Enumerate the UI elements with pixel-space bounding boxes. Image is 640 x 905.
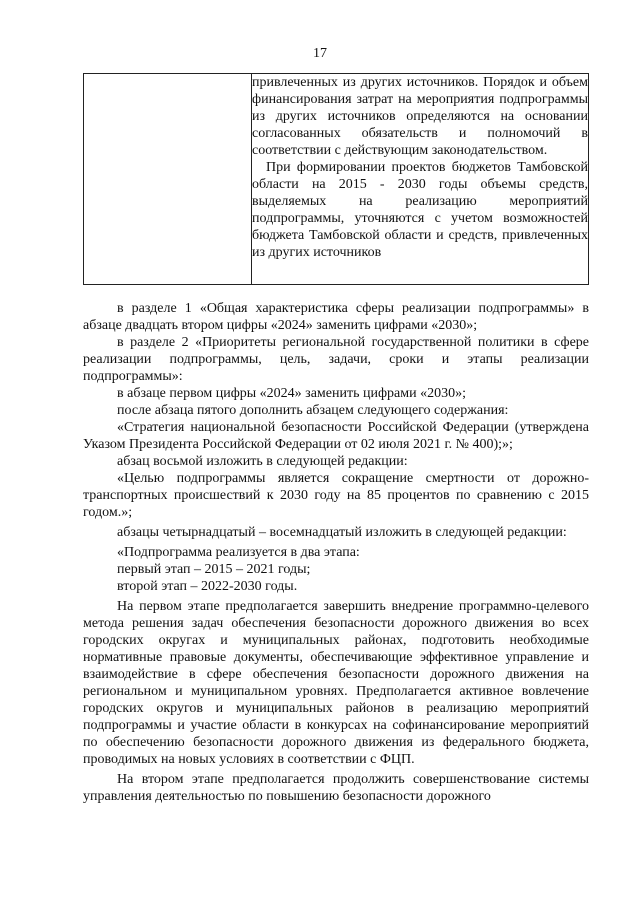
table-left-cell (84, 74, 252, 285)
paragraph: первый этап – 2015 – 2021 годы; (117, 562, 311, 577)
body-text (83, 300, 589, 805)
paragraph: в разделе 2 «Приоритеты региональной государственной политики в сфере реализации подпрограммы, цель, задачи, сроки и этапы реализации подпрограммы»: (83, 335, 589, 384)
paragraph: абзацы четырнадцатый – восемнадцатый изложить в следующей редакции: (117, 525, 567, 540)
paragraph: На первом этапе предполагается завершить внедрение программно-целевого метода решения задач обеспечения безопасности дорожного движения во всех городских округах и муниципальных районах, подготовить необходимые нормативные правовые документы, обеспечивающие эффективное управление и взаимодействие в сфере обеспечения безопасности дорожного движения на региональном и муниципальном уровнях. Предполагается активное вовлечение городских округов и муниципальных районов в реализацию мероприятий подпрограммы и участие области в конкурсах на софинансирование мероприятий по обеспечению безопасности дорожного движения из федерального бюджета, проводимых на новых условиях в соответствии с ФЦП. (83, 599, 589, 767)
paragraph: «Стратегия национальной безопасности Российской Федерации (утверждена Указом Президента Российской Федерации от 02 июля 2021 г. № 400);»; (83, 420, 589, 452)
table-row (84, 74, 589, 285)
paragraph: На втором этапе предполагается продолжить совершенствование системы управления деятельностью по повышению безопасности дорожного (83, 772, 589, 804)
continuation-table (83, 73, 589, 285)
paragraph: в абзаце первом цифры «2024» заменить цифрами «2030»; (117, 386, 466, 401)
paragraph: «Целью подпрограммы является сокращение смертности от дорожно-транспортных происшествий к 2030 году на 85 процентов по сравнению с 2015 годом.»; (83, 471, 589, 520)
cell-paragraph: привлеченных из других источников. Порядок и объем финансирования затрат на мероприятия подпрограммы из других источников определяются на основании согласованных обязательств и полномочий в соответствии с действующим законодательством. (252, 75, 588, 158)
cell-paragraph: При формировании проектов бюджетов Тамбовской области на 2015 - 2030 годы объемы средств, выделяемых на реализацию мероприятий подпрограммы, уточняются с учетом возможностей бюджета Тамбовской области и средств, привлеченных из других источников (252, 160, 588, 260)
paragraph: «Подпрограмма реализуется в два этапа: (117, 545, 360, 560)
paragraph: абзац восьмой изложить в следующей редакции: (117, 454, 408, 469)
paragraph: после абзаца пятого дополнить абзацем следующего содержания: (117, 403, 509, 418)
paragraph: второй этап – 2022-2030 годы. (117, 579, 298, 594)
page-number: 17 (313, 46, 327, 61)
table-right-cell (252, 74, 589, 285)
paragraph: в разделе 1 «Общая характеристика сферы реализации подпрограммы» в абзаце двадцать втором цифры «2024» заменить цифрами «2030»; (83, 301, 589, 333)
